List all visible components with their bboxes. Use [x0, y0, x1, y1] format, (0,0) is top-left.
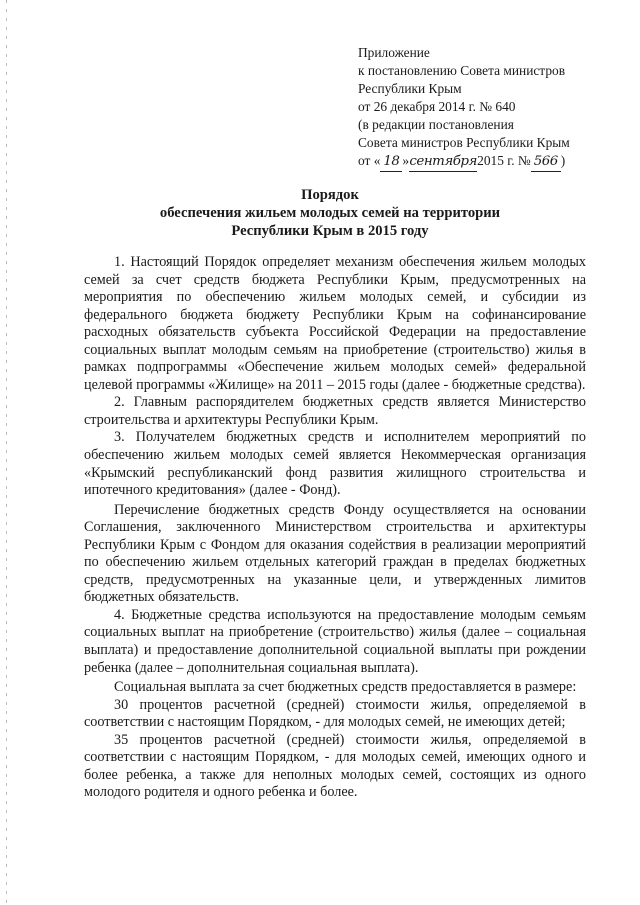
- paragraph: 4. Бюджетные средства используются на предоставление молодым семьям социальных выплат на приобретение (строительство) жилья (далее – социальная выплата) и предоставление дополнительной социальной выплаты при рождении ребенка (далее – дополнительная социальная выплата).: [84, 606, 586, 676]
- appendix-date-line: [358, 152, 628, 172]
- appendix-line: (в редакции постановления: [358, 117, 514, 132]
- date-suffix: ): [560, 153, 566, 168]
- title-line: Республики Крым в 2015 году: [231, 223, 429, 239]
- paragraph: 30 процентов расчетной (средней) стоимости жилья, определяемой в соответствии с настоящим Порядком, - для молодых семей, не имеющих детей;: [84, 696, 586, 731]
- appendix-header: [358, 44, 628, 172]
- paragraph: 35 процентов расчетной (средней) стоимости жилья, определяемой в соответствии с настоящим Порядком, - для молодых семей, имеющих одного и более ребенка, а также для неполных молодых семей, состоящих из одного молодого родителя и одного ребенка и более.: [84, 731, 586, 801]
- paragraph: Социальная выплата за счет бюджетных средств предоставляется в размере:: [114, 679, 577, 696]
- appendix-line: Республики Крым: [358, 81, 462, 96]
- scan-edge-artifact: [6, 0, 7, 905]
- date-mid: »: [402, 153, 410, 168]
- appendix-line: Совета министров Республики Крым: [358, 135, 570, 150]
- document-body: [84, 254, 586, 802]
- document-title: [40, 186, 620, 240]
- title-line: Порядок: [301, 187, 359, 203]
- handwritten-day: 18: [380, 153, 402, 172]
- paragraph: 2. Главным распорядителем бюджетных средств является Министерство строительства и архитектуры Республики Крым.: [84, 394, 586, 428]
- appendix-line: Приложение: [358, 45, 430, 60]
- handwritten-number: 566: [531, 153, 561, 172]
- appendix-line: от 26 декабря 2014 г. № 640: [358, 99, 516, 114]
- handwritten-month: сентября: [409, 153, 477, 172]
- title-line: обеспечения жильем молодых семей на территории: [159, 205, 501, 221]
- date-prefix: от «: [358, 153, 381, 168]
- appendix-line: к постановлению Совета министров: [358, 63, 566, 78]
- date-year: 2015 г. №: [477, 153, 531, 168]
- paragraph: 1. Настоящий Порядок определяет механизм обеспечения жильем молодых семей за счет средств бюджета Республики Крым, предусмотренных на мероприятия по обеспечению жильем молодых семей, и субсидии из федерального бюджета бюджету Республики Крым на софинансирование расходных обязательств субъекта Российской Федерации на предоставление социальных выплат молодым семьям на приобретение (строительство) жилья в рамках подпрограммы «Обеспечение жильем молодых семей» федеральной целевой программы «Жилище» на 2011 – 2015 годы (далее - бюджетные средства).: [84, 254, 586, 393]
- paragraph: Перечисление бюджетных средств Фонду осуществляется на основании Соглашения, заключенного Министерством строительства и архитектуры Республики Крым с Фондом для оказания содействия в реализации мероприятий по обеспечению жильем отдельных категорий граждан в пределах бюджетных средств, предусмотренных на указанные цели, и утвержденных лимитов бюджетных обязательств.: [84, 501, 586, 606]
- paragraph: 3. Получателем бюджетных средств и исполнителем мероприятий по обеспечению жильем молодых семей является Некоммерческая организация «Крымский республиканский фонд развития жилищного строительства и ипотечного кредитования» (далее - Фонд).: [84, 429, 586, 499]
